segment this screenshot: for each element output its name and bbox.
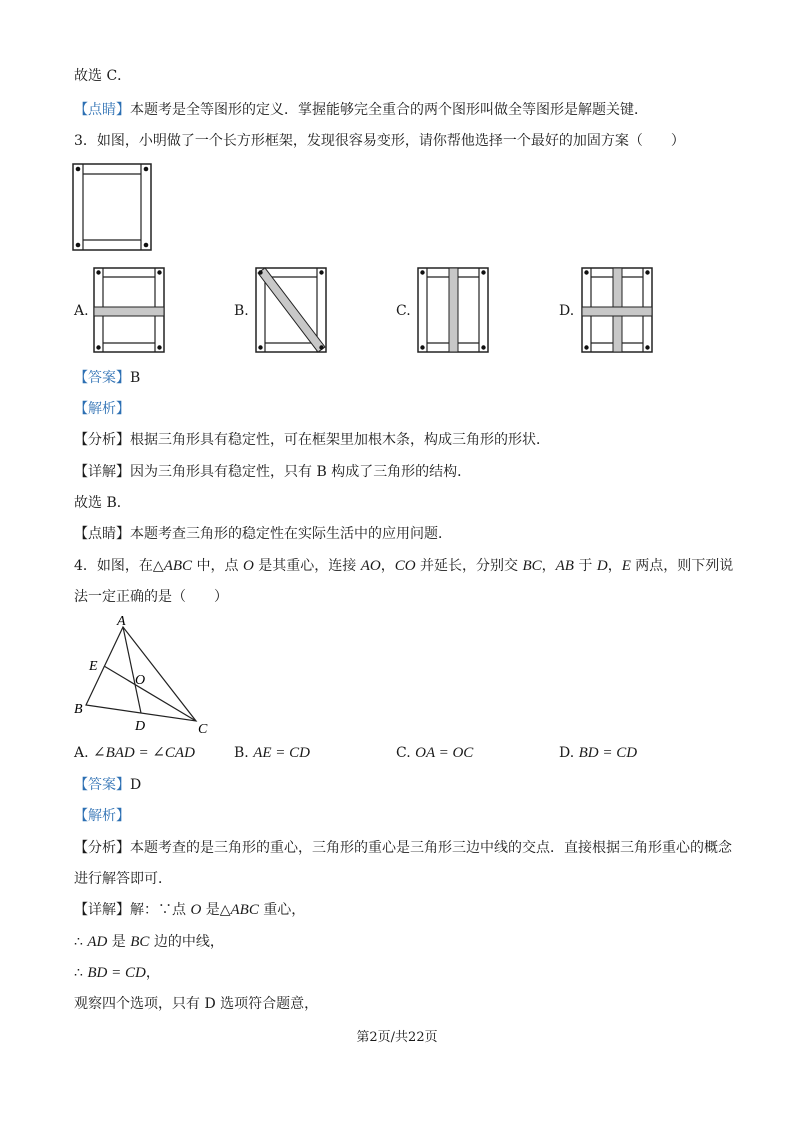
question-4-stem-cont: 法一定正确的是（ ）: [74, 589, 228, 605]
text-line: 故选 C．: [74, 68, 132, 84]
q3-option-b-label[interactable]: B.: [234, 303, 249, 319]
q4-step-1: ∴ AD 是 BC 边的中线，: [74, 934, 224, 950]
q4-option-b[interactable]: B. AE = CD: [234, 745, 310, 761]
q3-choose: 故选 B．: [74, 495, 131, 511]
q3-option-d-figure[interactable]: [581, 267, 653, 353]
q3-option-a-label[interactable]: A.: [74, 303, 89, 319]
q3-answer: 【答案】B: [74, 370, 141, 386]
q3-detail: 【详解】因为三角形具有稳定性，只有 B 构成了三角形的结构．: [74, 464, 472, 480]
q3-fenxi: 【分析】根据三角形具有稳定性，可在框架里加根木条，构成三角形的形状．: [74, 432, 550, 448]
q4-fenxi: 【分析】本题考查的是三角形的重心，三角形的重心是三角形三边中线的交点．直接根据三角形重心的概念: [74, 840, 732, 856]
q4-answer: 【答案】D: [74, 777, 142, 793]
q4-option-d[interactable]: D. BD = CD: [559, 745, 638, 761]
q3-option-c-figure[interactable]: [417, 267, 489, 353]
tag-dianjing: 【点睛】: [74, 102, 130, 118]
point-label-e: E: [89, 659, 98, 674]
q3-analysis-tag: 【解析】: [74, 401, 130, 417]
q3-frame-figure: [72, 163, 152, 251]
point-label-d: D: [135, 719, 146, 734]
page-footer: 第2页/共22页: [356, 1030, 438, 1045]
question-4-stem: 4．如图，在△ABC 中，点 O 是其重心，连接 AO，CO 并延长，分别交 BC，AB 于 D，E 两点，则下列说: [74, 558, 734, 574]
vertex-label-b: B: [74, 702, 83, 717]
q3-option-d-label[interactable]: D.: [559, 303, 575, 319]
q3-dianjing: 【点睛】本题考查三角形的稳定性在实际生活中的应用问题．: [74, 526, 452, 542]
q4-analysis-tag: 【解析】: [74, 808, 130, 824]
vertex-label-c: C: [198, 722, 208, 736]
q4-triangle-figure: [70, 612, 220, 736]
point-label-o: O: [135, 673, 146, 688]
q4-option-c[interactable]: C. OA = OC: [396, 745, 474, 761]
q4-step-2: ∴ BD = CD，: [74, 965, 160, 981]
q3-option-a-figure[interactable]: [93, 267, 165, 353]
q3-option-b-figure[interactable]: [255, 267, 327, 353]
q4-option-a[interactable]: A. ∠BAD = ∠CAD: [74, 745, 195, 761]
text-line: 【点睛】本题考是全等图形的定义．掌握能够完全重合的两个图形叫做全等图形是解题关键．: [74, 102, 648, 118]
vertex-label-a: A: [117, 614, 126, 629]
question-3-stem: 3．如图，小明做了一个长方形框架，发现很容易变形，请你帮他选择一个最好的加固方案（ ）: [74, 133, 685, 149]
q4-observe: 观察四个选项，只有 D 选项符合题意，: [74, 996, 319, 1012]
q4-detail: 【详解】解：∵点 O 是△ABC 重心，: [74, 902, 306, 918]
q4-fenxi-cont: 进行解答即可．: [74, 871, 172, 887]
q3-option-c-label[interactable]: C.: [396, 303, 411, 319]
